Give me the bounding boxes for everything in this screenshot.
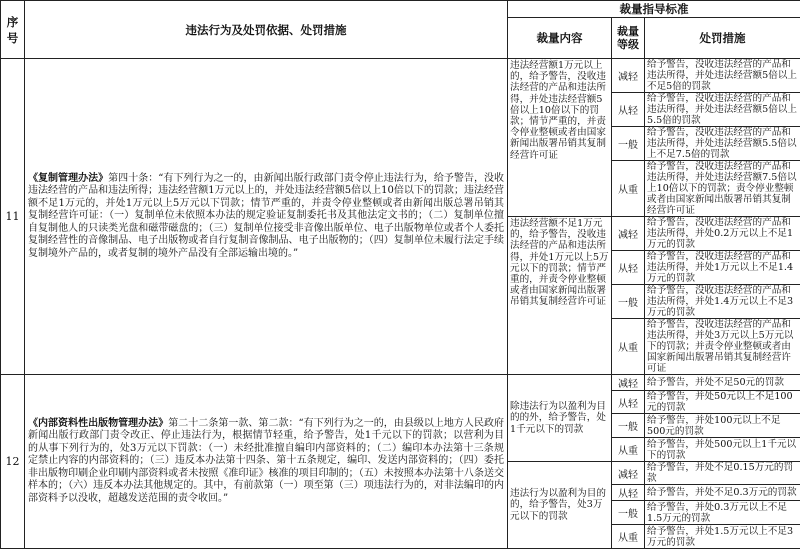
table-row (1, 375, 800, 391)
measure-cell: 给予警告，并处500元以上1千元以下的罚款 (645, 438, 800, 462)
level-cell: 一般 (612, 501, 645, 525)
header-content: 裁量内容 (508, 18, 612, 59)
header-level: 裁量等级 (612, 18, 645, 59)
level-cell: 一般 (612, 414, 645, 438)
measure-cell: 给予警告，并处不足0.3万元的罚款 (645, 485, 800, 501)
level-cell: 从重 (612, 319, 645, 375)
level-cell: 从重 (612, 438, 645, 462)
content-cell: 违法经营额1万元以上的，给予警告，没收违法经营的产品和违法所得，并处违法经营额5倍以上10倍以下的罚款；情节严重的，并责令停业整顿或者由国家新闻出版署吊销其复制经营许可证 (508, 59, 612, 217)
level-cell: 减轻 (612, 59, 645, 93)
regulation-text: 第二十二条第一款、第二款：“有下列行为之一的，由县级以上地方人民政府新闻出版行政部门责令改正、停止违法行为，根据情节轻重，给予警告，处1千元以下的罚款；以营利为目的从事下列行为的，处3万元以下罚款：（一）未经批准擅自编印内部资料的；（二）编印本办法第十三条规定禁止内容的内部资料的；（三）违反本办法第十四条、第十五条规定，编印、发送内部资料的；（四）委托非出版物印刷企业印刷内部资料或者未按照《准印证》核准的项目印制的；（五）未按照本办法第十八条送交样本的；（六）违反本办法其他规定的。其中，有前款第（一）项至第（三）项违法行为的，对非法编印的内部资料予以没收，超越发送范围的责令收回。” (28, 418, 504, 504)
level-cell: 从重 (612, 161, 645, 217)
row-seq: 11 (1, 59, 25, 375)
level-cell: 减轻 (612, 375, 645, 391)
header-guidance: 裁量指导标准 (508, 1, 800, 18)
measure-cell: 给予警告，没收违法经营的产品和违法所得，并处0.2万元以上不足1万元的罚款 (645, 217, 800, 251)
level-cell: 一般 (612, 285, 645, 319)
level-cell: 从轻 (612, 485, 645, 501)
measure-cell: 给予警告，没收违法经营的产品和违法所得，并处违法经营额5.5倍以上不足7.5倍的罚款 (645, 127, 800, 161)
content-cell: 除违法行为以盈利为目的的外，给予警告，处1千元以下的罚款 (508, 375, 612, 462)
regulation-title: 《复制管理办法》 (28, 173, 108, 184)
level-cell: 从轻 (612, 93, 645, 127)
content-cell: 违法行为以盈利为目的的，给予警告，处3万元以下的罚款 (508, 462, 612, 549)
row-basis (25, 59, 508, 375)
measure-cell: 给予警告，并处50元以上不足100元的罚款 (645, 391, 800, 414)
level-cell: 从轻 (612, 251, 645, 285)
row-seq: 12 (1, 375, 25, 549)
measure-cell: 给予警告，没收违法经营的产品和违法所得，并处违法经营额5倍以上不足5倍的罚款 (645, 59, 800, 93)
level-cell: 从重 (612, 525, 645, 549)
table-row (1, 59, 800, 93)
level-cell: 减轻 (612, 462, 645, 485)
header-measures: 处罚措施 (645, 18, 800, 59)
measure-cell: 给予警告，并处不足50元的罚款 (645, 375, 800, 391)
measure-cell: 给予警告，没收违法经营的产品和违法所得，并处3万元以上5万元以下的罚款；并责令停业整顿或者由国家新闻出版署吊销其复制经营许可证 (645, 319, 800, 375)
measure-cell: 给予警告，并处0.3万元以上不足1.5万元的罚款 (645, 501, 800, 525)
header-seq: 序号 (1, 1, 25, 59)
level-cell: 减轻 (612, 217, 645, 251)
measure-cell: 给予警告，没收违法经营的产品和违法所得，并处违法经营额5倍以上5.5倍的罚款 (645, 93, 800, 127)
measure-cell: 给予警告，没收违法经营的产品和违法所得，并处1.4万元以上不足3万元的罚款 (645, 285, 800, 319)
level-cell: 从轻 (612, 391, 645, 414)
row-basis (25, 375, 508, 549)
level-cell: 一般 (612, 127, 645, 161)
regulation-title: 《内部资料性出版物管理办法》 (28, 418, 168, 429)
header-basis: 违法行为及处罚依据、处罚措施 (25, 1, 508, 59)
measure-cell: 给予警告，并处100元以上不足500元的罚款 (645, 414, 800, 438)
measure-cell: 给予警告，没收违法经营的产品和违法所得，并处违法经营额7.5倍以上10倍以下的罚款；责令停业整顿或者由国家新闻出版署吊销其复制经营许可证 (645, 161, 800, 217)
regulation-text: 第四十条：“有下列行为之一的，由新闻出版行政部门责令停止违法行为，给予警告，没收违法经营的产品和违法所得；违法经营额1万元以上的，并处违法经营额5倍以上10倍以下的罚款；违法经营额不足1万元的，并处1万元以上5万元以下罚款；情节严重的，并责令停业整顿或者由新闻出版总署吊销其复制经营许可证：（一）复制单位未依照本办法的规定验证复制委托书及其他法定文书的；（二）复制单位擅自复制他人的只读类光盘和磁带磁盘的；（三）复制单位接受非音像出版单位、电子出版物单位或者个人委托复制经营性的音像制品、电子出版物或者自行复制音像制品、电子出版物的；（四）复制单位未履行法定手续复制境外产品的，或者复制的境外产品没有全部运输出境的。” (28, 173, 504, 259)
measure-cell: 给予警告，没收违法经营的产品和违法所得，并处1万元以上不足1.4万元的罚款 (645, 251, 800, 285)
content-cell: 违法经营额不足1万元的，给予警告，没收违法经营的产品和违法所得，并处1万元以上5万元以下的罚款；情节严重的，并责令停业整顿或者由国家新闻出版署吊销其复制经营许可证 (508, 217, 612, 375)
measure-cell: 给予警告，并处不足0.15万元的罚款 (645, 462, 800, 485)
measure-cell: 给予警告，并处1.5万元以上不足3万元的罚款 (645, 525, 800, 549)
